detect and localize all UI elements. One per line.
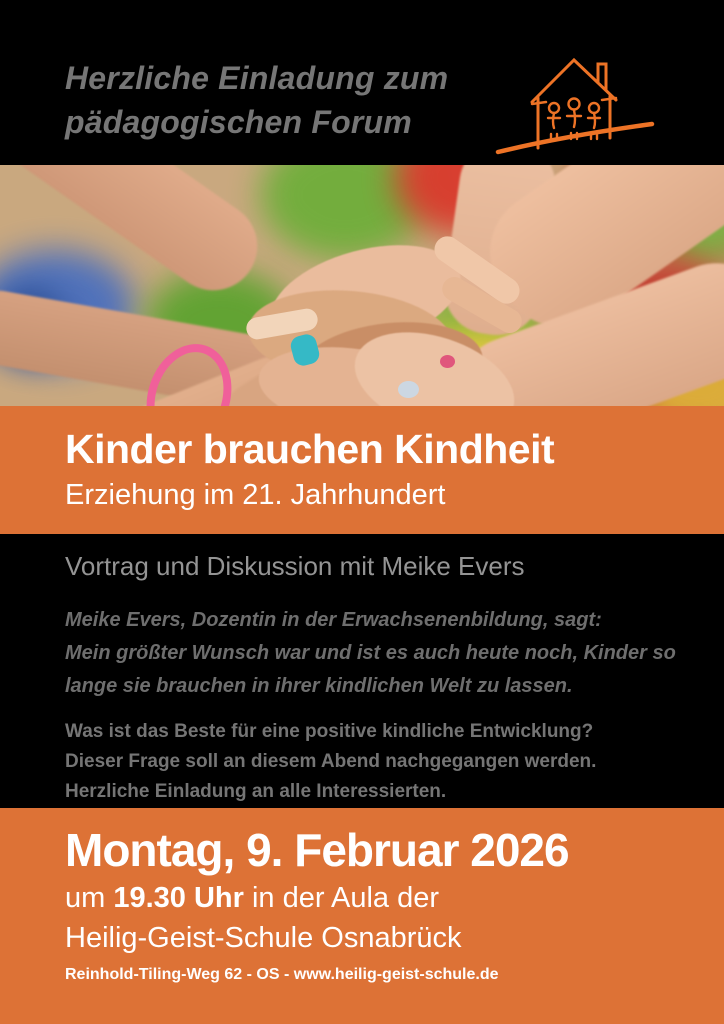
invitation-heading <box>65 56 448 144</box>
invitation-paragraph <box>65 717 684 807</box>
event-location: Heilig-Geist-Schule Osnabrück <box>65 922 462 954</box>
question-line-3: Herzliche Einladung an alle Interessierten. <box>65 781 447 802</box>
quote-line-2: Mein größter Wunsch war und ist es auch heute noch, Kinder so <box>65 642 676 664</box>
painted-nail-pink <box>440 355 455 368</box>
header-section <box>0 0 724 165</box>
title-band <box>0 406 724 534</box>
event-date: Montag, 9. Februar 2026 <box>65 824 569 876</box>
time-value: 19.30 Uhr <box>113 882 244 914</box>
invitation-line-1: Herzliche Einladung zum <box>65 60 449 96</box>
question-line-2: Dieser Frage soll an diesem Abend nachgegangen werden. <box>65 751 597 772</box>
event-title: Kinder brauchen Kindheit <box>65 426 555 472</box>
speaker-quote <box>65 604 684 703</box>
hands-photo <box>0 165 724 406</box>
event-details-section <box>0 808 724 1024</box>
school-house-logo-icon <box>494 40 674 160</box>
event-subtitle: Erziehung im 21. Jahrhundert <box>65 479 446 511</box>
event-time-line <box>65 878 684 918</box>
description-section <box>0 534 724 808</box>
lecture-line: Vortrag und Diskussion mit Meike Evers <box>65 551 525 581</box>
quote-line-3: lange sie brauchen in ihrer kindlichen Welt zu lassen. <box>65 675 573 697</box>
painted-nail-blue <box>398 381 419 398</box>
time-suffix: in der Aula der <box>243 882 439 914</box>
quote-line-1: Meike Evers, Dozentin in der Erwachsenenbildung, sagt: <box>65 609 602 631</box>
time-prefix: um <box>65 882 114 914</box>
event-address: Reinhold-Tiling-Weg 62 - OS - www.heilig-geist-schule.de <box>65 966 499 983</box>
question-line-1: Was ist das Beste für eine positive kindliche Entwicklung? <box>65 721 594 742</box>
invitation-line-2: pädagogischen Forum <box>65 104 412 140</box>
